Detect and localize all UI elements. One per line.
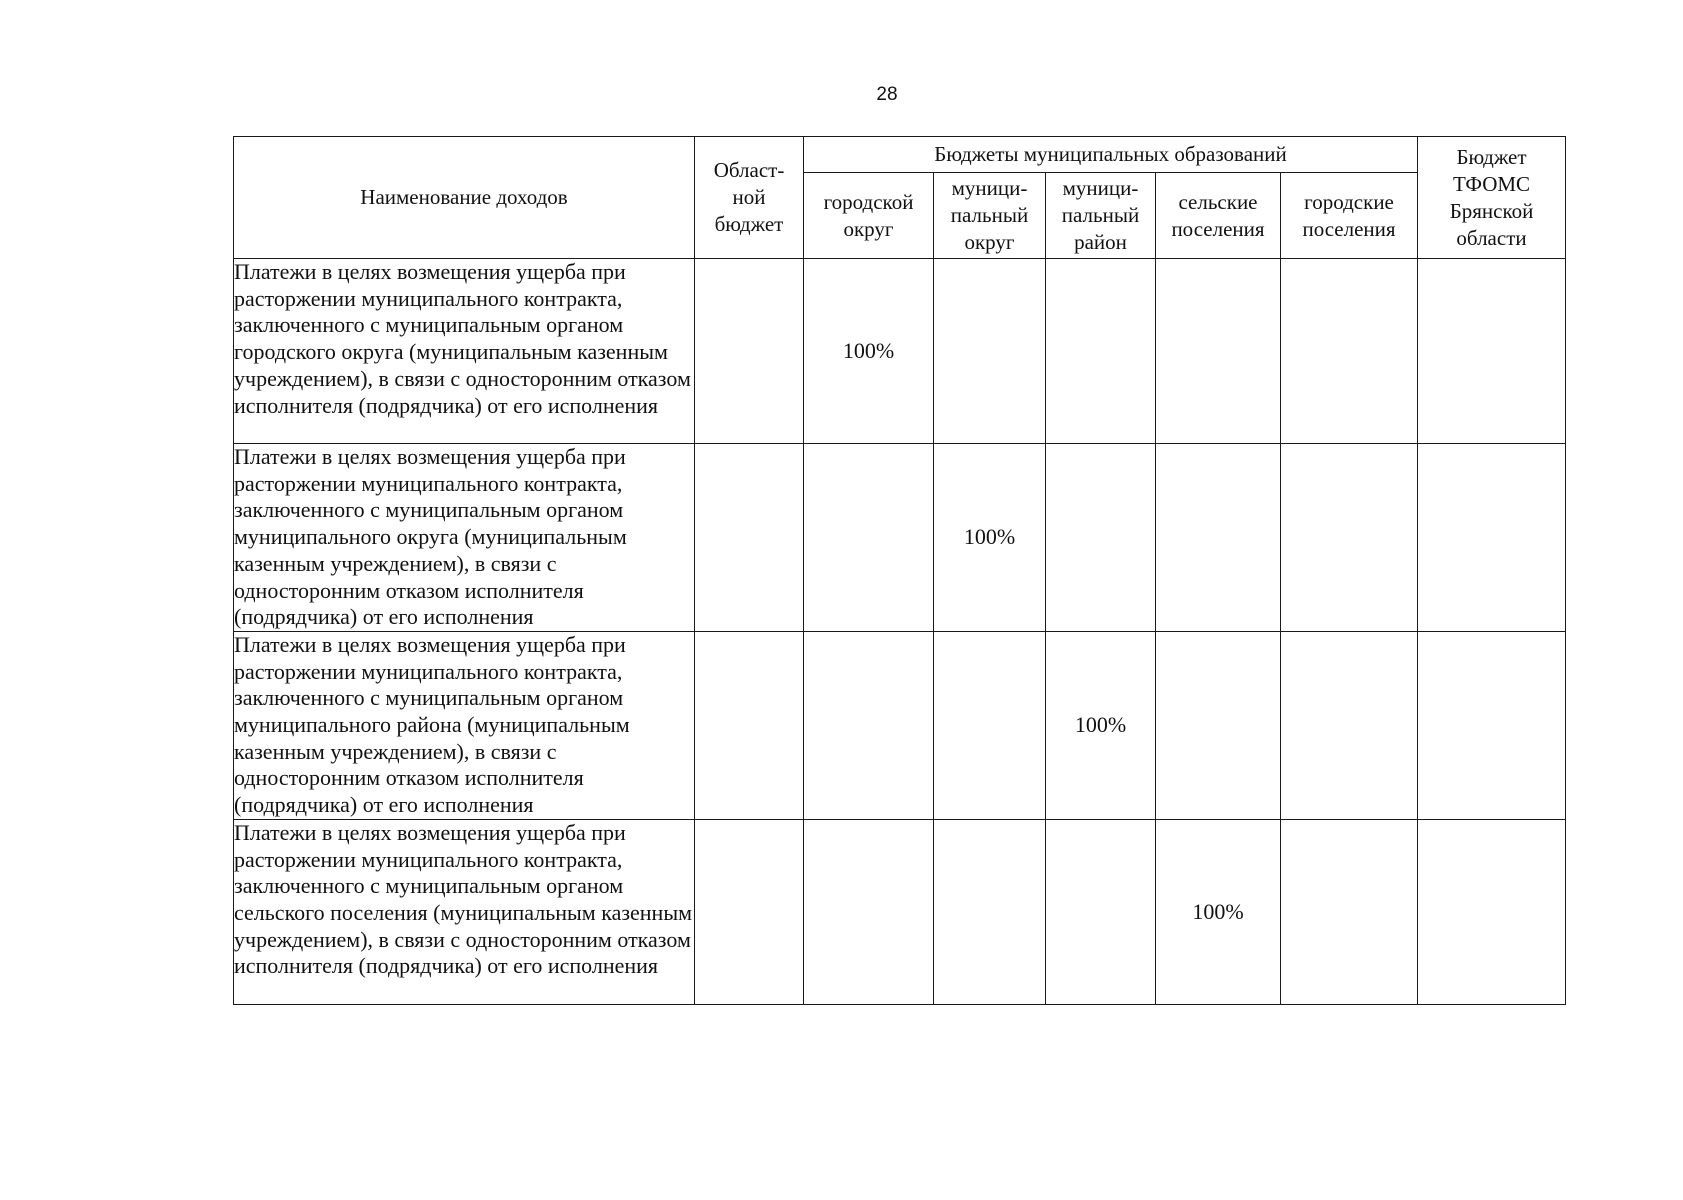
table-row: [234, 259, 1566, 444]
table-row: [234, 444, 1566, 632]
value-cell: [695, 819, 804, 1004]
value-cell: [934, 819, 1046, 1004]
value-cell: 100%: [1046, 631, 1156, 819]
value-cell: [1156, 444, 1281, 632]
page-number: 28: [876, 84, 898, 105]
value-cell: [1046, 444, 1156, 632]
income-name-cell: Платежи в целях возмещения ущерба при расторжении муниципального контракта, заключенного с муниципальным органом муниципального района (муниципальным казенным учреждением), в связи с односторонним отказом исполнителя (подрядчика) от его исполнения: [234, 631, 695, 819]
value-cell: [934, 631, 1046, 819]
table-row: [234, 819, 1566, 1004]
value-cell: [1046, 819, 1156, 1004]
value-cell: [695, 259, 804, 444]
value-cell: [1046, 259, 1156, 444]
value-cell: [695, 444, 804, 632]
header-urban-settlements: городские поселения: [1281, 173, 1418, 259]
table-row: [234, 631, 1566, 819]
value-cell: 100%: [934, 444, 1046, 632]
header-rural-settlements: сельские поселения: [1156, 173, 1281, 259]
value-cell: [1281, 631, 1418, 819]
value-cell: [934, 259, 1046, 444]
value-cell: [1156, 631, 1281, 819]
income-name-cell: Платежи в целях возмещения ущерба при расторжении муниципального контракта, заключенного с муниципальным органом муниципального округа (муниципальным казенным учреждением), в связи с односторонним отказом исполнителя (подрядчика) от его исполнения: [234, 444, 695, 632]
value-cell: [1418, 819, 1566, 1004]
value-cell: [1418, 631, 1566, 819]
income-distribution-table: [233, 136, 1566, 1005]
header-municipal-raion: муници- пальный район: [1046, 173, 1156, 259]
value-cell: [1156, 259, 1281, 444]
header-row: [234, 137, 1566, 173]
value-cell: [804, 819, 934, 1004]
header-income-name: Наименование доходов: [234, 137, 695, 259]
value-cell: [804, 444, 934, 632]
value-cell: [804, 631, 934, 819]
header-municipal-budgets: Бюджеты муниципальных образований: [804, 137, 1418, 173]
header-tfoms-budget: Бюджет ТФОМС Брянской области: [1418, 137, 1566, 259]
value-cell: [1281, 819, 1418, 1004]
header-regional-budget: Област- ной бюджет: [695, 137, 804, 259]
value-cell: 100%: [1156, 819, 1281, 1004]
header-city-district: городской округ: [804, 173, 934, 259]
value-cell: [1418, 444, 1566, 632]
value-cell: [1281, 444, 1418, 632]
header-municipal-okrug: муници- пальный округ: [934, 173, 1046, 259]
income-name-cell: Платежи в целях возмещения ущерба при расторжении муниципального контракта, заключенного с муниципальным органом городского округа (муниципальным казенным учреждением), в связи с односторонним отказом исполнителя (подрядчика) от его исполнения: [234, 259, 695, 444]
value-cell: [1418, 259, 1566, 444]
income-name-cell: Платежи в целях возмещения ущерба при расторжении муниципального контракта, заключенного с муниципальным органом сельского поселения (муниципальным казенным учреждением), в связи с односторонним отказом исполнителя (подрядчика) от его исполнения: [234, 819, 695, 1004]
value-cell: [695, 631, 804, 819]
value-cell: [1281, 259, 1418, 444]
value-cell: 100%: [804, 259, 934, 444]
